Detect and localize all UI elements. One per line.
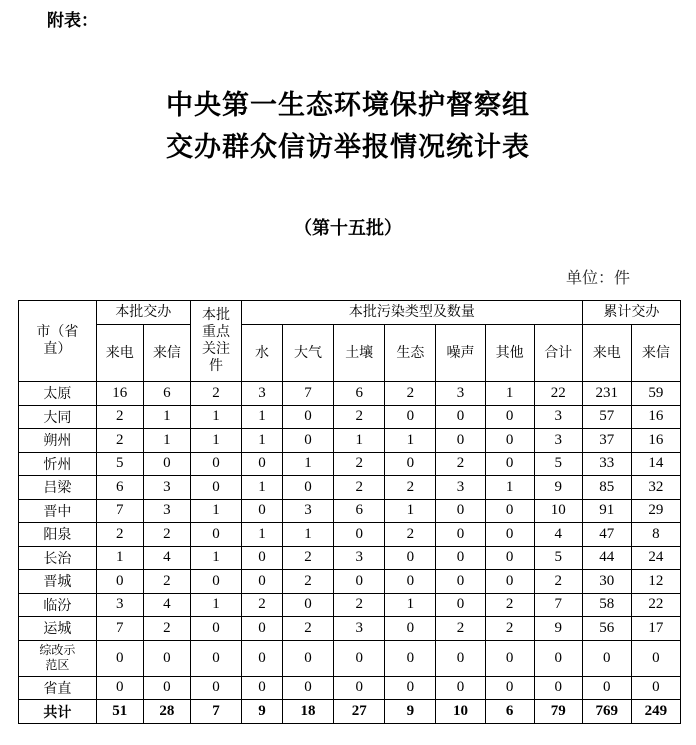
city-name: 晋城 — [19, 570, 97, 594]
cell: 0 — [385, 570, 436, 594]
cell: 1 — [242, 476, 283, 500]
cell: 2 — [436, 452, 485, 476]
city-name: 晋中 — [19, 499, 97, 523]
cell: 56 — [582, 617, 631, 641]
cell: 3 — [143, 499, 190, 523]
cell: 0 — [485, 499, 534, 523]
cell: 0 — [436, 546, 485, 570]
statistics-table — [18, 300, 681, 724]
city-name: 吕梁 — [19, 476, 97, 500]
header-cum-letter: 来信 — [631, 325, 680, 382]
cell: 1 — [143, 405, 190, 429]
cell: 7 — [534, 593, 582, 617]
cell: 2 — [143, 523, 190, 547]
cell: 0 — [485, 546, 534, 570]
total-cell: 7 — [190, 700, 241, 724]
cell: 2 — [190, 382, 241, 406]
attachment-label: 附表： — [47, 11, 98, 31]
cell: 1 — [385, 499, 436, 523]
city-name: 忻州 — [19, 452, 97, 476]
cell: 0 — [385, 452, 436, 476]
cell: 0 — [282, 476, 333, 500]
cell: 4 — [143, 593, 190, 617]
cell: 6 — [143, 382, 190, 406]
city-name: 朔州 — [19, 429, 97, 453]
cell: 6 — [96, 476, 143, 500]
table-row — [19, 429, 681, 453]
cell: 2 — [334, 405, 385, 429]
cell: 5 — [96, 452, 143, 476]
cell: 3 — [96, 593, 143, 617]
cell: 2 — [485, 617, 534, 641]
total-cell: 249 — [631, 700, 680, 724]
cell: 2 — [534, 570, 582, 594]
table-row — [19, 640, 681, 676]
total-cell: 79 — [534, 700, 582, 724]
cell: 0 — [485, 676, 534, 700]
cell: 2 — [242, 593, 283, 617]
cell: 0 — [631, 640, 680, 676]
cell: 0 — [143, 676, 190, 700]
cell: 0 — [282, 640, 333, 676]
cell: 22 — [631, 593, 680, 617]
unit-label: 单位：件 — [566, 268, 631, 287]
total-cell: 9 — [242, 700, 283, 724]
cell: 0 — [190, 676, 241, 700]
total-cell: 27 — [334, 700, 385, 724]
cell: 0 — [242, 546, 283, 570]
document-title-line1: 中央第一生态环境保护督察组 — [166, 90, 530, 121]
cell: 2 — [485, 593, 534, 617]
cell: 1 — [242, 523, 283, 547]
batch-label: （第十五批） — [294, 218, 402, 239]
cell: 59 — [631, 382, 680, 406]
cell: 6 — [334, 382, 385, 406]
cell: 1 — [96, 546, 143, 570]
cell: 33 — [582, 452, 631, 476]
city-name: 临汾 — [19, 593, 97, 617]
cell: 1 — [190, 429, 241, 453]
table-row — [19, 523, 681, 547]
city-name: 太原 — [19, 382, 97, 406]
cell: 57 — [582, 405, 631, 429]
cell: 0 — [485, 452, 534, 476]
cell: 7 — [96, 499, 143, 523]
total-row — [19, 700, 681, 724]
cell: 17 — [631, 617, 680, 641]
cell: 0 — [385, 546, 436, 570]
cell: 0 — [242, 617, 283, 641]
cell: 3 — [436, 476, 485, 500]
cell: 0 — [436, 640, 485, 676]
table-row — [19, 499, 681, 523]
table-row — [19, 570, 681, 594]
cell: 2 — [385, 476, 436, 500]
cell: 7 — [96, 617, 143, 641]
table-row — [19, 676, 681, 700]
header-cumulative: 累计交办 — [582, 301, 680, 325]
cell: 5 — [534, 452, 582, 476]
cell: 1 — [242, 429, 283, 453]
cell: 2 — [385, 382, 436, 406]
header-city: 市（省直） — [19, 301, 97, 382]
cell: 0 — [190, 523, 241, 547]
cell: 3 — [242, 382, 283, 406]
cell: 0 — [143, 640, 190, 676]
cell: 0 — [334, 523, 385, 547]
city-name: 长治 — [19, 546, 97, 570]
cell: 0 — [385, 405, 436, 429]
cell: 3 — [282, 499, 333, 523]
cell: 0 — [282, 405, 333, 429]
cell: 1 — [190, 405, 241, 429]
cell: 0 — [96, 570, 143, 594]
cell: 0 — [242, 676, 283, 700]
cell: 3 — [143, 476, 190, 500]
cell: 0 — [631, 676, 680, 700]
header-water: 水 — [242, 325, 283, 382]
cell: 0 — [436, 593, 485, 617]
city-name: 综改示范区 — [19, 640, 97, 676]
cell: 16 — [631, 429, 680, 453]
cell: 2 — [334, 593, 385, 617]
cell: 0 — [242, 640, 283, 676]
cell: 2 — [143, 617, 190, 641]
cell: 0 — [282, 676, 333, 700]
table-row — [19, 546, 681, 570]
document-title-line2: 交办群众信访举报情况统计表 — [166, 132, 530, 163]
header-phone: 来电 — [96, 325, 143, 382]
header-cum-phone: 来电 — [582, 325, 631, 382]
cell: 231 — [582, 382, 631, 406]
cell: 0 — [242, 499, 283, 523]
cell: 1 — [485, 382, 534, 406]
cell: 3 — [534, 429, 582, 453]
cell: 2 — [385, 523, 436, 547]
cell: 1 — [334, 429, 385, 453]
cell: 0 — [143, 452, 190, 476]
cell: 0 — [485, 429, 534, 453]
cell: 0 — [96, 640, 143, 676]
cell: 0 — [534, 640, 582, 676]
city-name: 运城 — [19, 617, 97, 641]
header-key-focus: 本批重点关注件 — [190, 301, 241, 382]
cell: 0 — [485, 523, 534, 547]
cell: 0 — [334, 676, 385, 700]
city-name: 大同 — [19, 405, 97, 429]
cell: 2 — [282, 546, 333, 570]
table-row — [19, 405, 681, 429]
cell: 0 — [436, 429, 485, 453]
cell: 1 — [190, 593, 241, 617]
header-noise: 噪声 — [436, 325, 485, 382]
cell: 0 — [190, 452, 241, 476]
header-pollution-types: 本批污染类型及数量 — [242, 301, 583, 325]
cell: 0 — [582, 640, 631, 676]
cell: 4 — [143, 546, 190, 570]
cell: 0 — [485, 570, 534, 594]
table-row — [19, 452, 681, 476]
cell: 0 — [385, 617, 436, 641]
cell: 0 — [96, 676, 143, 700]
cell: 29 — [631, 499, 680, 523]
cell: 0 — [436, 570, 485, 594]
total-cell: 9 — [385, 700, 436, 724]
cell: 0 — [242, 570, 283, 594]
cell: 0 — [334, 640, 385, 676]
cell: 0 — [282, 593, 333, 617]
cell: 1 — [190, 546, 241, 570]
cell: 2 — [96, 405, 143, 429]
cell: 44 — [582, 546, 631, 570]
cell: 2 — [334, 476, 385, 500]
cell: 2 — [282, 617, 333, 641]
total-label: 共计 — [19, 700, 97, 724]
cell: 6 — [334, 499, 385, 523]
cell: 0 — [190, 570, 241, 594]
cell: 3 — [534, 405, 582, 429]
cell: 16 — [96, 382, 143, 406]
city-name: 省直 — [19, 676, 97, 700]
cell: 85 — [582, 476, 631, 500]
cell: 3 — [436, 382, 485, 406]
cell: 0 — [436, 676, 485, 700]
cell: 0 — [534, 676, 582, 700]
cell: 1 — [485, 476, 534, 500]
cell: 0 — [385, 676, 436, 700]
total-cell: 18 — [282, 700, 333, 724]
cell: 0 — [485, 405, 534, 429]
city-name: 阳泉 — [19, 523, 97, 547]
cell: 0 — [282, 429, 333, 453]
cell: 0 — [485, 640, 534, 676]
header-ecology: 生态 — [385, 325, 436, 382]
table-row — [19, 382, 681, 406]
cell: 3 — [334, 617, 385, 641]
header-subtotal: 合计 — [534, 325, 582, 382]
header-air: 大气 — [282, 325, 333, 382]
table-row — [19, 476, 681, 500]
cell: 0 — [582, 676, 631, 700]
cell: 1 — [143, 429, 190, 453]
cell: 16 — [631, 405, 680, 429]
cell: 2 — [96, 429, 143, 453]
cell: 4 — [534, 523, 582, 547]
cell: 0 — [242, 452, 283, 476]
cell: 9 — [534, 476, 582, 500]
cell: 32 — [631, 476, 680, 500]
cell: 0 — [190, 617, 241, 641]
cell: 9 — [534, 617, 582, 641]
table-row — [19, 617, 681, 641]
cell: 10 — [534, 499, 582, 523]
cell: 0 — [436, 405, 485, 429]
table-row — [19, 593, 681, 617]
cell: 0 — [334, 570, 385, 594]
cell: 1 — [190, 499, 241, 523]
cell: 0 — [436, 523, 485, 547]
cell: 30 — [582, 570, 631, 594]
total-cell: 769 — [582, 700, 631, 724]
cell: 91 — [582, 499, 631, 523]
cell: 58 — [582, 593, 631, 617]
cell: 1 — [385, 429, 436, 453]
header-batch-assigned: 本批交办 — [96, 301, 190, 325]
header-other: 其他 — [485, 325, 534, 382]
cell: 3 — [334, 546, 385, 570]
cell: 0 — [190, 476, 241, 500]
cell: 22 — [534, 382, 582, 406]
cell: 1 — [242, 405, 283, 429]
cell: 2 — [143, 570, 190, 594]
cell: 0 — [190, 640, 241, 676]
total-cell: 6 — [485, 700, 534, 724]
cell: 5 — [534, 546, 582, 570]
cell: 8 — [631, 523, 680, 547]
total-cell: 10 — [436, 700, 485, 724]
header-letter: 来信 — [143, 325, 190, 382]
cell: 14 — [631, 452, 680, 476]
cell: 2 — [96, 523, 143, 547]
cell: 1 — [282, 523, 333, 547]
cell: 24 — [631, 546, 680, 570]
cell: 0 — [436, 499, 485, 523]
cell: 37 — [582, 429, 631, 453]
cell: 12 — [631, 570, 680, 594]
total-cell: 51 — [96, 700, 143, 724]
total-cell: 28 — [143, 700, 190, 724]
header-soil: 土壤 — [334, 325, 385, 382]
cell: 0 — [385, 640, 436, 676]
cell: 1 — [385, 593, 436, 617]
cell: 2 — [334, 452, 385, 476]
cell: 2 — [436, 617, 485, 641]
cell: 2 — [282, 570, 333, 594]
cell: 7 — [282, 382, 333, 406]
cell: 1 — [282, 452, 333, 476]
cell: 47 — [582, 523, 631, 547]
